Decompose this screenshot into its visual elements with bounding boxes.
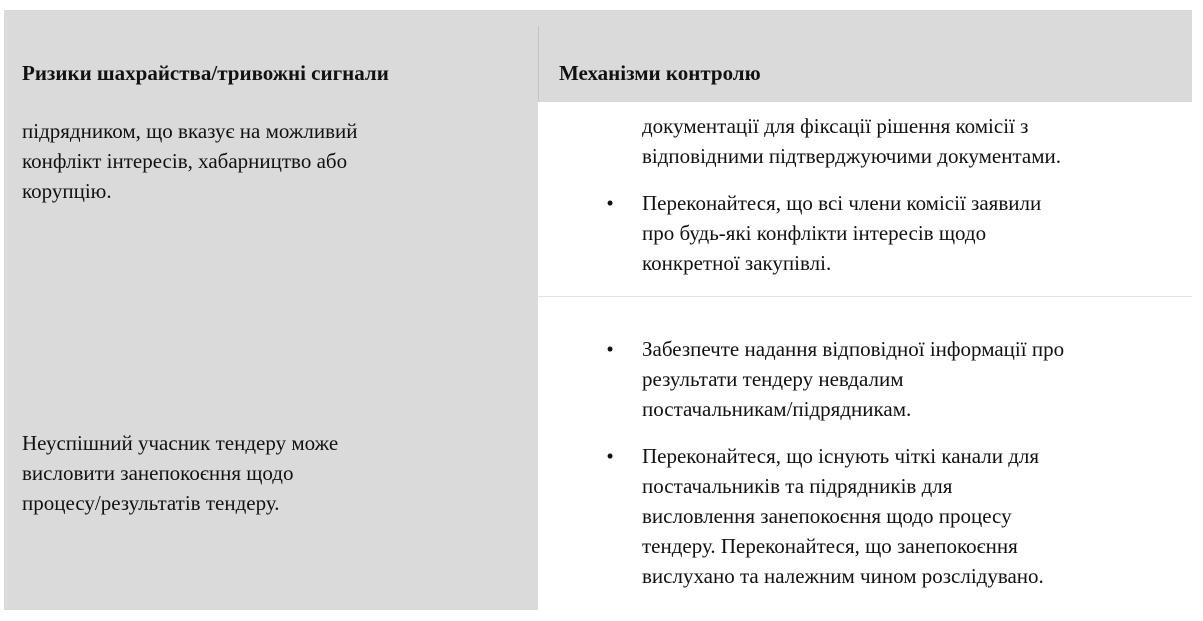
control-line: про будь-які конфлікти інтересів щодо	[642, 221, 987, 245]
controls-cell-row-2	[538, 297, 1192, 610]
risk-line: процесу/результатів тендеру.	[22, 491, 280, 515]
control-line: відповідними підтверджуючими документами.	[642, 144, 1061, 168]
control-line: Переконайтеся, що існують чіткі канали для	[642, 444, 1040, 468]
bullet-icon: •	[606, 444, 614, 468]
header-cell-controls	[538, 26, 1193, 108]
risk-line: корупцію.	[22, 179, 112, 203]
bullet-icon: •	[606, 337, 614, 361]
controls-cell-row-1	[538, 102, 1192, 296]
risk-line: підрядником, що вказує на можливий	[22, 119, 358, 143]
control-line: конкретної закупівлі.	[642, 251, 832, 275]
control-bullet-text	[642, 441, 1182, 591]
risk-cell-row-1	[4, 102, 538, 327]
header-controls-label: Механізми контролю	[559, 61, 761, 85]
control-line: Переконайтеся, що всі члени комісії заявили	[642, 191, 1042, 215]
header-risks-label: Ризики шахрайства/тривожні сигнали	[22, 61, 389, 85]
control-line: документації для фіксації рішення комісії з	[642, 114, 1029, 138]
control-line: вислухано та належним чином розслідувано.	[642, 564, 1044, 588]
risk-text-row-1	[22, 116, 522, 206]
risk-text-row-2	[22, 428, 522, 518]
control-line: постачальників та підрядників для	[642, 474, 953, 498]
risk-line: конфлікт інтересів, хабарництво або	[22, 149, 348, 173]
control-bullet-text	[642, 334, 1182, 424]
fraud-risk-table	[4, 10, 1192, 610]
header-cell-risks	[4, 26, 536, 108]
control-line: тендеру. Переконайтеся, що занепокоєння	[642, 534, 1018, 558]
risk-line: Неуспішний учасник тендеру може	[22, 431, 339, 455]
control-bullet-text	[642, 188, 1182, 278]
risk-line: висловити занепокоєння щодо	[22, 461, 294, 485]
control-line: результати тендеру невдалим	[642, 367, 904, 391]
control-line: висловлення занепокоєння щодо процесу	[642, 504, 1012, 528]
bullet-icon: •	[606, 191, 614, 215]
control-line: Забезпечте надання відповідної інформації про	[642, 337, 1065, 361]
continued-control-text	[642, 111, 1182, 171]
control-line: постачальникам/підрядникам.	[642, 397, 912, 421]
risk-cell-row-2	[4, 327, 538, 610]
